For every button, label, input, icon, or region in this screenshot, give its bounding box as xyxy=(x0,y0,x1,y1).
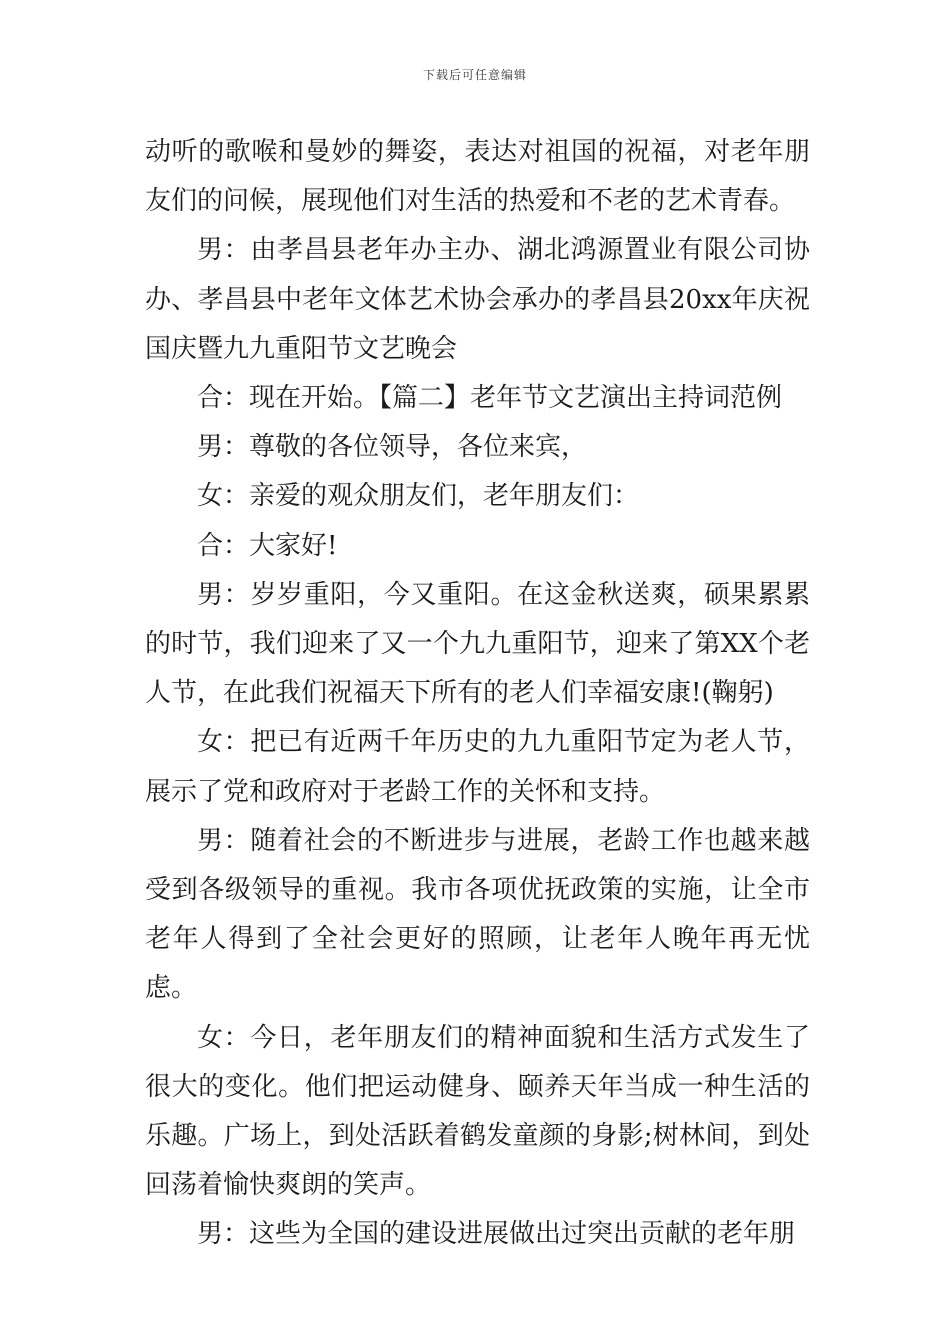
paragraph: 动听的歌喉和曼妙的舞姿，表达对祖国的祝福，对老年朋友们的问候，展现他们对生活的热爱和不老的艺术青春。 xyxy=(145,137,810,217)
paragraph: 男：这些为全国的建设进展做出过突出贡献的老年朋 xyxy=(197,1219,796,1250)
paragraph: 合：大家好! xyxy=(197,530,338,561)
document-body xyxy=(145,128,810,1260)
paragraph: 女：把已有近两千年历史的九九重阳节定为老人节，展示了党和政府对于老龄工作的关怀和支持。 xyxy=(145,727,810,807)
paragraph: 男：岁岁重阳，今又重阳。在这金秋送爽，硕果累累的时节，我们迎来了又一个九九重阳节，迎来了第XX个老人节，在此我们祝福天下所有的老人们幸福安康!(鞠躬) xyxy=(145,579,810,709)
paragraph: 男：随着社会的不断进步与进展，老龄工作也越来越受到各级领导的重视。我市各项优抚政策的实施，让全市老年人得到了全社会更好的照顾，让老年人晚年再无忧虑。 xyxy=(145,825,810,1004)
paragraph: 女：亲爱的观众朋友们，老年朋友们： xyxy=(197,481,640,512)
paragraph: 男：尊敬的各位领导，各位来宾， xyxy=(197,432,588,463)
paragraph: 合：现在开始。【篇二】老年节文艺演出主持词范例 xyxy=(197,383,783,414)
page-header-note: 下载后可任意编辑 xyxy=(422,68,527,82)
paragraph: 男：由孝昌县老年办主办、湖北鸿源置业有限公司协办、孝昌县中老年文体艺术协会承办的孝昌县20xx年庆祝国庆暨九九重阳节文艺晚会 xyxy=(145,235,810,364)
paragraph: 女：今日，老年朋友们的精神面貌和生活方式发生了很大的变化。他们把运动健身、颐养天年当成一种生活的乐趣。广场上，到处活跃着鹤发童颜的身影;树林间，到处回荡着愉快爽朗的笑声。 xyxy=(145,1022,810,1201)
